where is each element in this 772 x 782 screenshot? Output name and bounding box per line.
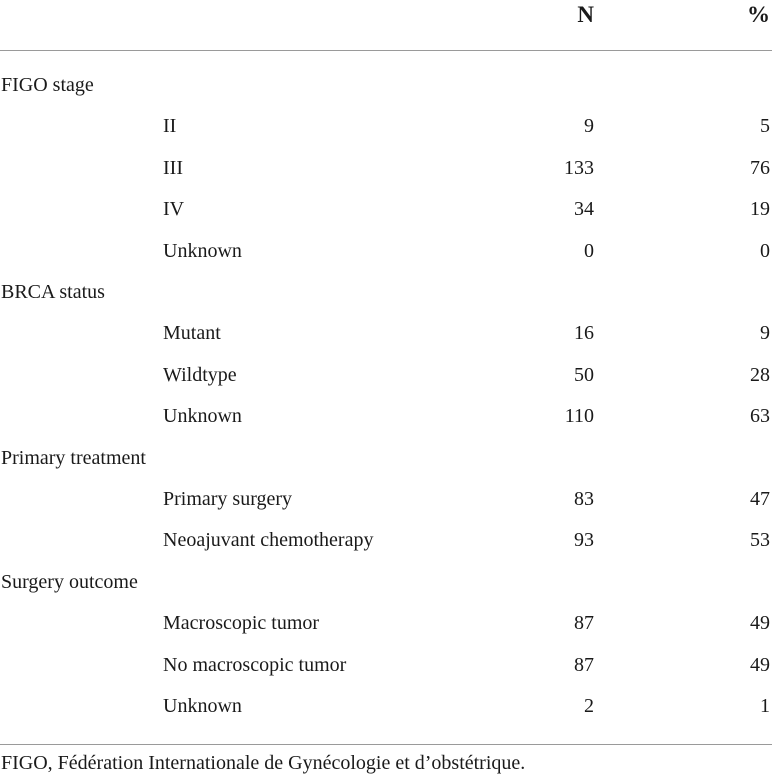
column-header-n: N <box>577 2 594 27</box>
table-row <box>0 231 772 272</box>
table-row <box>0 189 772 230</box>
cell-n: 16 <box>574 322 594 345</box>
table-row <box>0 313 772 354</box>
row-label: Wildtype <box>163 363 237 386</box>
row-label: Mutant <box>163 322 221 345</box>
cell-n: 87 <box>574 612 594 635</box>
table-footnote: FIGO, Fédération Internationale de Gynécologie et d’obstétrique. <box>1 752 526 774</box>
cell-percent: 49 <box>750 653 770 676</box>
table-row <box>0 686 772 727</box>
cell-percent: 76 <box>750 156 770 179</box>
cell-percent: 1 <box>760 695 770 717</box>
row-label: Macroscopic tumor <box>163 612 320 635</box>
row-label: Primary surgery <box>163 488 293 510</box>
header-divider <box>0 50 772 51</box>
row-label: Unknown <box>163 405 242 428</box>
cell-percent: 0 <box>760 239 770 262</box>
table-row <box>0 479 772 520</box>
cell-percent: 28 <box>750 363 770 386</box>
table-row <box>0 645 772 686</box>
cell-n: 9 <box>584 115 594 138</box>
category-row <box>0 562 772 603</box>
cell-n: 110 <box>564 405 594 428</box>
table-row <box>0 603 772 644</box>
table-row <box>0 106 772 147</box>
row-label: IV <box>163 198 185 221</box>
row-label: Unknown <box>163 695 242 717</box>
row-label: III <box>163 156 183 179</box>
row-label: No macroscopic tumor <box>163 653 347 676</box>
category-row <box>0 65 772 106</box>
table-header <box>0 0 772 50</box>
table-row <box>0 148 772 189</box>
cell-n: 34 <box>574 198 594 221</box>
row-label: Neoajuvant chemotherapy <box>163 529 374 552</box>
cell-percent: 9 <box>760 322 770 345</box>
cell-percent: 53 <box>750 529 770 552</box>
cell-n: 93 <box>574 529 594 552</box>
category-row <box>0 438 772 479</box>
category-label: BRCA status <box>1 281 105 303</box>
cell-n: 87 <box>574 653 594 676</box>
cell-percent: 47 <box>750 488 770 510</box>
category-row <box>0 272 772 313</box>
category-label: FIGO stage <box>1 74 94 96</box>
row-label: Unknown <box>163 239 242 262</box>
cell-n: 0 <box>584 239 594 262</box>
column-header-percent: % <box>747 2 770 27</box>
table-row <box>0 396 772 437</box>
cell-n: 2 <box>584 695 594 717</box>
table-row <box>0 355 772 396</box>
cell-n: 83 <box>574 488 594 510</box>
cell-n: 50 <box>574 363 594 386</box>
category-label: Surgery outcome <box>1 570 138 593</box>
category-label: Primary treatment <box>1 446 146 469</box>
row-label: II <box>163 115 177 138</box>
cell-percent: 49 <box>750 612 770 635</box>
cell-percent: 19 <box>750 198 770 221</box>
footer-divider <box>0 744 772 745</box>
table-row <box>0 520 772 561</box>
cell-percent: 63 <box>750 405 770 428</box>
cell-percent: 5 <box>760 115 770 138</box>
cell-n: 133 <box>564 156 594 179</box>
